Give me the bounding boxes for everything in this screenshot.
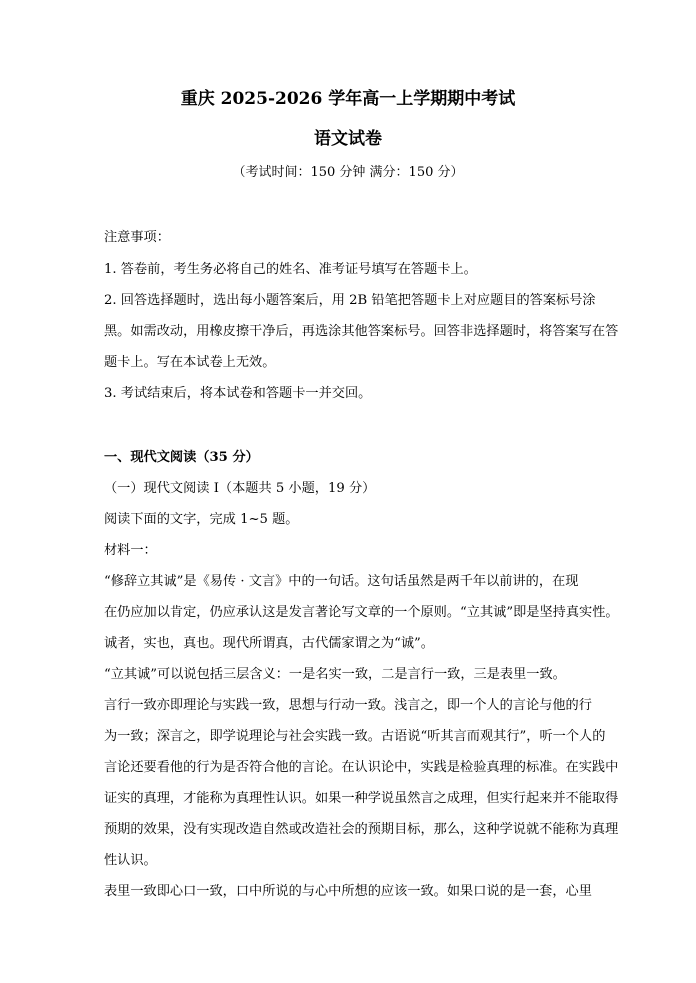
passage-line: 言行一致亦即理论与实践一致，思想与行动一致。浅言之，即一个人的言论与他的行 xyxy=(104,698,592,713)
exam-info: （考试时间：150 分钟 满分：150 分） xyxy=(232,165,464,180)
passage-line: 诚者，实也，真也。现代所谓真，古代儒家谓之为“诚”。 xyxy=(104,636,434,651)
notice-line: 黑。如需改动，用橡皮擦干净后，再选涂其他答案标号。回答非选择题时，将答案写在答 xyxy=(104,324,619,339)
passage-line: “修辞立其诚”是《易传 · 文言》中的一句话。这句话虽然是两千年以前讲的，在现 xyxy=(104,574,579,589)
notice-line: 2. 回答选择题时，选出每小题答案后，用 2B 铅笔把答题卡上对应题目的答案标号涂 xyxy=(104,293,596,308)
section-heading: 一、现代文阅读（35 分） xyxy=(104,450,259,465)
section-instruction: 阅读下面的文字，完成 1~5 题。 xyxy=(104,512,299,527)
passage-line: 为一致；深言之，即学说理论与社会实践一致。古语说“听其言而观其行”，听一个人的 xyxy=(104,729,606,744)
passage-line: “立其诚”可以说包括三层含义：一是名实一致，二是言行一致，三是表里一致。 xyxy=(104,667,566,682)
section-subheading: （一）现代文阅读 I（本题共 5 小题，19 分） xyxy=(104,481,376,496)
exam-title: 重庆 2025-2026 学年高一上学期期中考试 xyxy=(180,89,516,109)
notice-line: 题卡上。写在本试卷上无效。 xyxy=(104,355,276,370)
passage-line: 在仍应加以肯定，仍应承认这是发言著论写文章的一个原则。“立其诚”即是坚持真实性。 xyxy=(104,605,619,620)
passage-line: 预期的效果，没有实现改造自然或改造社会的预期目标，那么，这种学说就不能称为真理 xyxy=(104,822,619,837)
passage-line: 证实的真理，才能称为真理性认识。如果一种学说虽然言之成理，但实行起来并不能取得 xyxy=(104,791,619,806)
passage-line: 表里一致即心口一致，口中所说的与心中所想的应该一致。如果口说的是一套，心里 xyxy=(104,884,592,899)
passage-line: 性认识。 xyxy=(104,853,157,868)
subject-title: 语文试卷 xyxy=(314,129,382,149)
notice-line: 3. 考试结束后，将本试卷和答题卡一并交回。 xyxy=(104,386,372,401)
notice-line: 1. 答卷前，考生务必将自己的姓名、准考证号填写在答题卡上。 xyxy=(104,262,477,277)
notice-heading: 注意事项： xyxy=(104,230,170,245)
material-label: 材料一： xyxy=(104,543,157,558)
passage-line: 言论还要看他的行为是否符合他的言论。在认识论中，实践是检验真理的标准。在实践中 xyxy=(104,760,619,775)
